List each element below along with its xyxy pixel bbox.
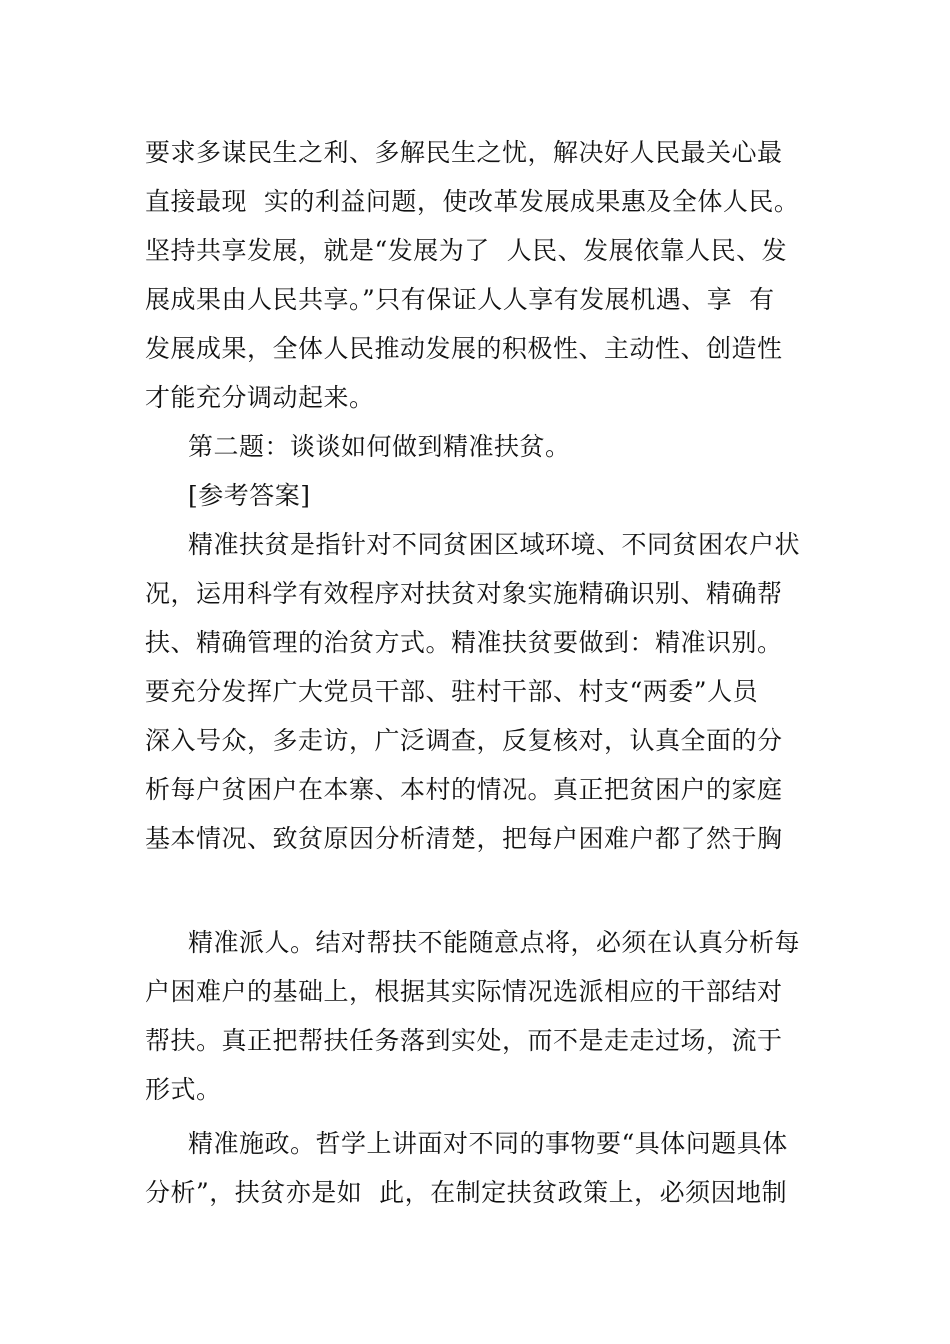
text-line: 才能充分调动起来。 (145, 383, 375, 412)
text-line: 发展成果，全体人民推动发展的积极性、主动性、创造性 (145, 334, 783, 363)
text-line: 要求多谋民生之利、多解民生之忧，解决好人民最关心最 (145, 138, 783, 167)
text-line: 况，运用科学有效程序对扶贫对象实施精确识别、精确帮 (145, 579, 783, 608)
text-line: 深入号众，多走访，广泛调查，反复核对，认真全面的分 (145, 726, 783, 755)
text-line: 形式。 (145, 1075, 222, 1104)
text-line: 分析”，扶贫亦是如 此，在制定扶贫政策上，必须因地制 (145, 1178, 788, 1207)
text-line: 坚持共享发展，就是“发展为了 人民、发展依靠人民、发 (145, 236, 788, 265)
text-line: 展成果由人民共享。”只有保证人人享有发展机遇、享 有 (145, 285, 775, 314)
text-line: 扶、精确管理的治贫方式。精准扶贫要做到：精准识别。 (145, 628, 783, 657)
text-line: 精准施政。哲学上讲面对不同的事物要“具体问题具体 (188, 1129, 788, 1158)
text-line: 精准派人。结对帮扶不能随意点将，必须在认真分析每 (188, 928, 801, 957)
text-line: 户困难户的基础上，根据其实际情况选派相应的干部结对 (145, 977, 783, 1006)
text-line: 直接最现 实的利益问题，使改革发展成果惠及全体人民。 (145, 187, 800, 216)
text-line: 要充分发挥广大党员干部、驻村干部、村支“两委”人员 (145, 677, 759, 706)
text-line: 析每户贫困户在本寨、本村的情况。真正把贫困户的家庭 (145, 775, 783, 804)
text-line: 基本情况、致贫原因分析清楚，把每户困难户都了然于胸 (145, 824, 783, 853)
question-heading: 第二题：谈谈如何做到精准扶贫。 (188, 432, 571, 461)
text-line: 精准扶贫是指针对不同贫困区域环境、不同贫困农户状 (188, 530, 801, 559)
text-line: 帮扶。真正把帮扶任务落到实处，而不是走走过场，流于 (145, 1026, 783, 1055)
answer-label: [参考答案] (188, 481, 311, 510)
